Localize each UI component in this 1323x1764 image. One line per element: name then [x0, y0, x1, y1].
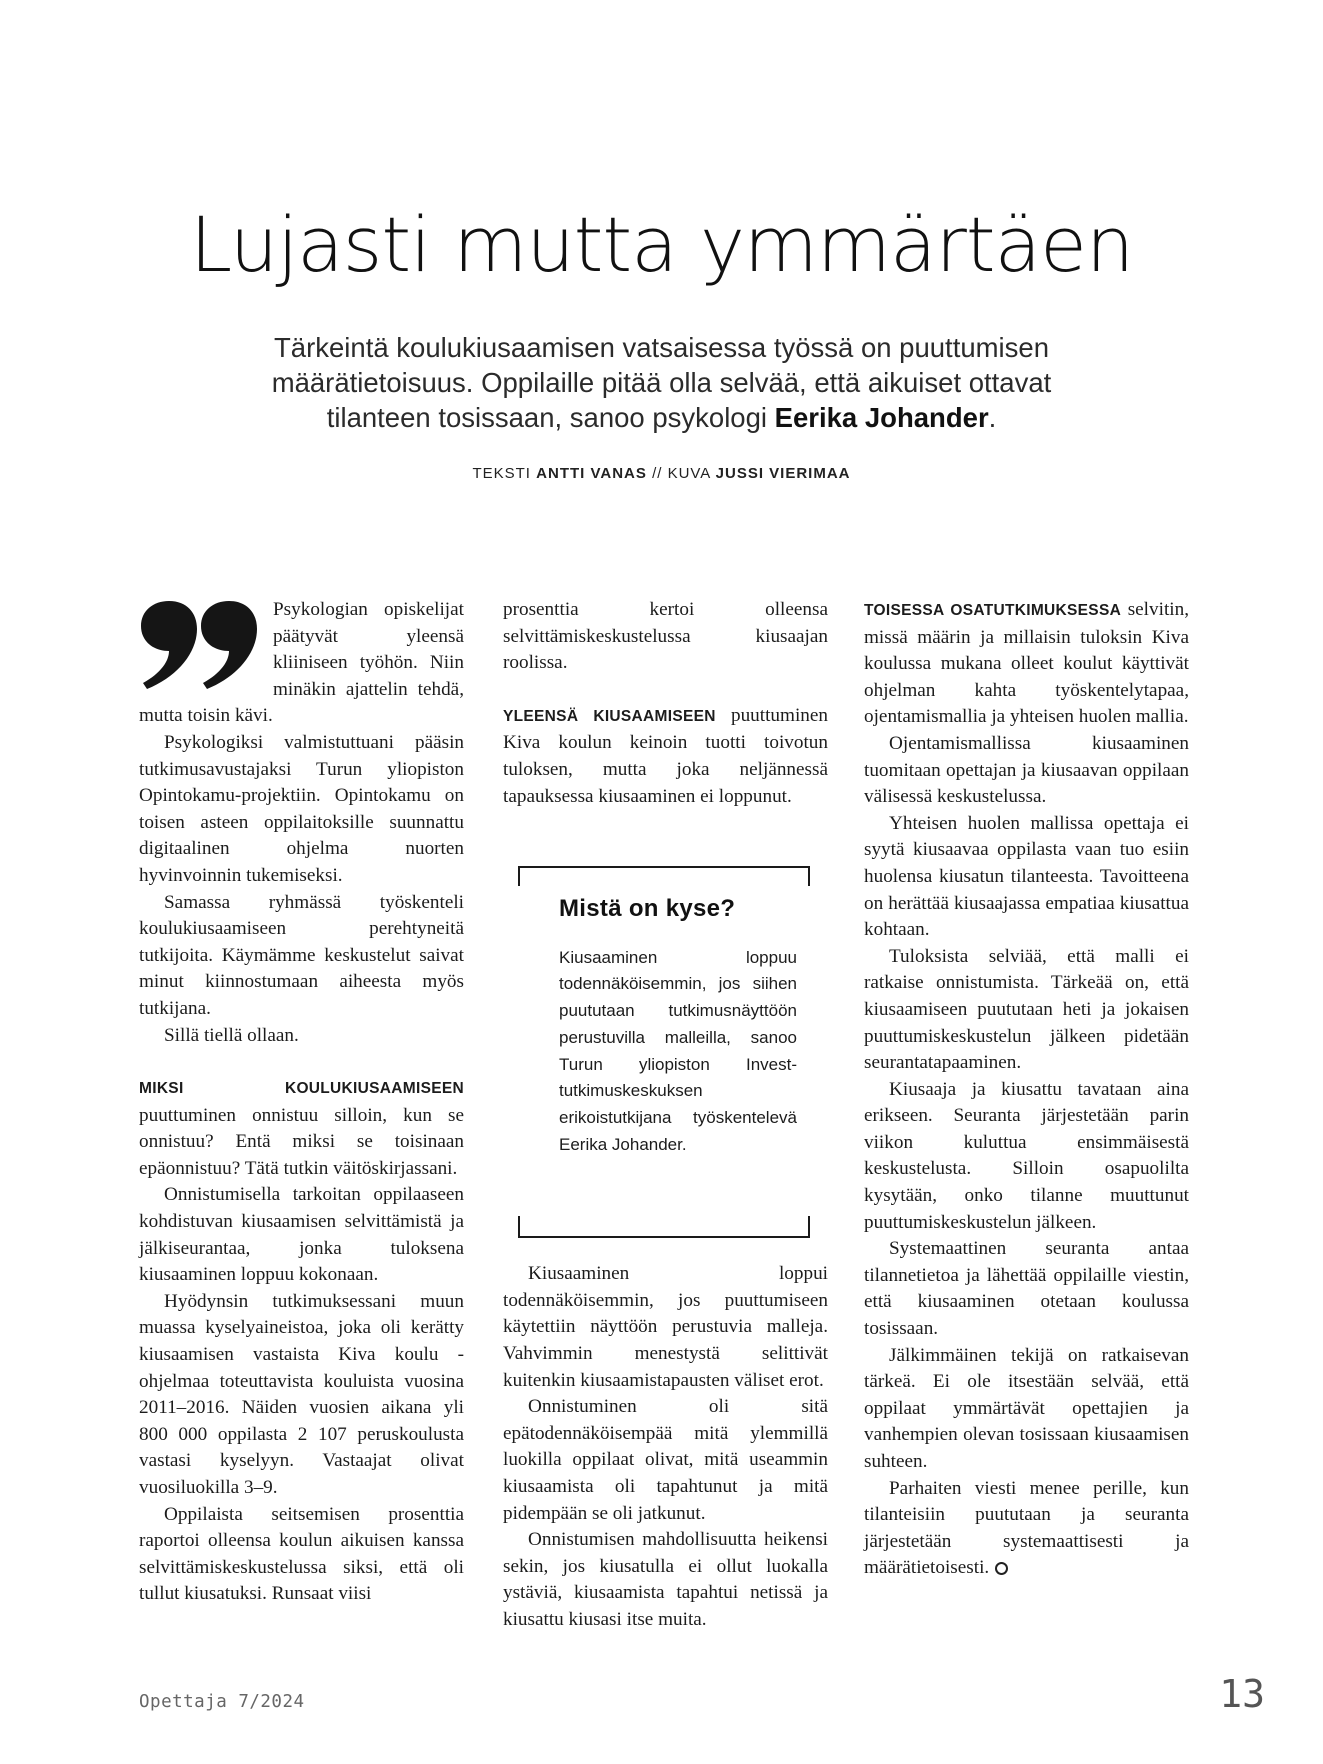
col3-paragraph: Yhteisen huolen mallissa opettaja ei syytä kiusaavaa oppilasta vaan tuo esiin huolensa kiusatun tilanteesta. Tavoitteena on herättää kiusaajassa empatiaa kiusattua kohtaan.: [864, 812, 1189, 941]
article-title: Lujasti mutta ymmärtäen: [189, 200, 1134, 289]
lead-paragraph-text: puuttuminen onnistuu silloin, kun se onnistuu? Entä miksi se toisinaan epäonnistuu? Tätä tutkin väitöskirjassani.: [139, 1104, 464, 1179]
column-3: [864, 597, 1189, 1582]
col1-paragraph: Hyödynsin tutkimuksessani muun muassa kyselyaineistoa, joka oli kerätty kiusaamisen vastaista Kiva koulu -ohjelmaa toteuttavista kouluista vuosina 2011–2016. Näiden vuosien aikana yli 800 000 oppilasta 2 107 peruskoulusta vastasi kyselyyn. Vastaajat olivat vuosiluokilla 3–9.: [139, 1290, 464, 1498]
col1-paragraph: Onnistumisella tarkoitan oppilaaseen kohdistuvan kiusaamisen selvittämistä ja jälkiseurantaa, jonka tuloksena kiusaaminen loppuu kokonaan.: [139, 1184, 464, 1286]
col1-paragraph: Oppilaista seitsemisen prosenttia raportoi olleensa koulun aikuisen kanssa selvittämiskeskustelussa siksi, että oli tullut kiusatuksi. Runsaat viisi: [139, 1503, 464, 1605]
ingress-name: Eerika Johander: [774, 402, 989, 433]
col1-paragraph: Samassa ryhmässä työskenteli koulukiusaamiseen perehtyneitä tutkijoita. Käymämme keskustelut saivat minut kiinnostumaan aiheesta myös tutkijana.: [139, 891, 464, 1019]
publication-footer: Opettaja 7/2024: [139, 1692, 305, 1712]
col1-paragraph: Psykologiksi valmistuttuani pääsin tutkimusavustajaksi Turun yliopiston Opintokamu-projektiin. Opintokamu on toisen asteen oppilaitoksille suunnattu digitaalinen ohjelma nuorten hyvinvoinnin tukemiseksi.: [139, 731, 464, 886]
article-ingress: [230, 330, 1093, 435]
lead-paragraph-text: puuttuminen Kiva koulun keinoin tuotti toivotun tuloksen, mutta joka neljännessä tapauksessa kiusaaminen ei loppunut.: [503, 704, 828, 807]
col2-paragraph: prosenttia kertoi olleensa selvittämiskeskustelussa kiusaajan roolissa.: [503, 599, 828, 674]
fact-box: [503, 836, 828, 1261]
col3-paragraph: Kiusaaja ja kiusattu tavataan aina erikseen. Seuranta järjestetään parin viikon kuluttua ensimmäisestä keskustelusta. Silloin osapuolilta kysytään, onko tilanne muuttunut puuttumiskeskustelun jälkeen.: [864, 1078, 1189, 1233]
byline-photo-label: KUVA: [667, 465, 711, 482]
col3-paragraph: Tuloksista selviää, että malli ei ratkaise onnistumista. Tärkeää on, että kiusaamiseen puututaan heti ja jokaisen puuttumiskeskustelun jälkeen pidetään seurantatapaaminen.: [864, 945, 1189, 1074]
quote-mark-icon: [139, 601, 261, 691]
fact-box-text: Kiusaaminen loppuu todennäköisemmin, jos siihen puututaan tutkimusnäyttöön perustuvilla malleilla, sanoo Turun yliopiston Invest-tutkimuskeskuksen erikoistutkijana työskentelevä Eerika Johander.: [559, 947, 797, 1154]
byline-text-author: ANTTI VANAS: [536, 465, 647, 482]
fact-box-heading: Mistä on kyse?: [559, 895, 736, 923]
end-mark-icon: [995, 1562, 1008, 1575]
col3-paragraph: Systemaattinen seuranta antaa tilannetietoa ja lähettää oppilaille viestin, että kiusaaminen otetaan koulussa tosissaan.: [864, 1238, 1189, 1340]
lead-in: TOISESSA OSATUTKIMUKSESSA: [864, 602, 1122, 619]
col1-paragraph: Sillä tiellä ollaan.: [164, 1024, 299, 1046]
col2-lead-paragraph: [503, 703, 828, 810]
page-number: 13: [1219, 1672, 1265, 1716]
col2-paragraph: Onnistumisen mahdollisuutta heikensi sekin, jos kiusatulla ei ollut luokalla ystäviä, kiusaamista tapahtui netissä ja kiusattu kiusasi itse muita.: [503, 1529, 828, 1630]
byline-text-label: TEKSTI: [472, 465, 531, 482]
lead-paragraph-text: selvitin, missä määrin ja millaisin tuloksin Kiva koulussa mukana olleet koulut käyttivät ohjelman kahta työskentelytapaa, ojentamismallia ja yhteisen huolen mallia.: [864, 599, 1189, 728]
quote-intro: Psykologian opiskelijat päätyvät yleensä kliiniseen työhön. Niin minäkin ajattelin tehdä, mutta toisin kävi.: [139, 599, 464, 727]
byline-separator: //: [652, 465, 663, 482]
ingress-text: Tärkeintä koulukiusaamisen vatsaisessa työssä on puuttumisen määrätietoisuus. Oppilaille pitää olla selvää, että aikuiset ottavat tilanteen tosissaan, sanoo psykologi: [271, 332, 1052, 433]
col3-paragraph: Ojentamismallissa kiusaaminen tuomitaan opettajan ja kiusaavan oppilaan välisessä keskustelussa.: [864, 732, 1189, 808]
lead-in: YLEENSÄ KIUSAAMISEEN: [503, 707, 716, 725]
col3-last-paragraph: [864, 1476, 1189, 1582]
col3-paragraph: Jälkimmäinen tekijä on ratkaisevan tärkeä. Ei ole itsestään selvää, että oppilaat ymmärtävät opettajien ja vanhempien olevan tosissaan kiusaamisen suhteen.: [864, 1344, 1189, 1472]
col2-paragraph: Kiusaaminen loppui todennäköisemmin, jos puuttumiseen käytettiin näyttöön perustuvia malleja. Vahvimmin menestystä selittivät kuitenkin kiusaamistapausten väliset erot.: [503, 1263, 828, 1391]
column-1: [139, 597, 464, 1608]
col1-lead-paragraph: [139, 1075, 464, 1182]
ingress-end: .: [988, 402, 997, 433]
lead-in: MIKSI KOULUKIUSAAMISEEN: [139, 1080, 464, 1098]
last-paragraph-text: Parhaiten viesti menee perille, kun tilanteisiin puututaan ja seuranta järjestetään systemaattisesti ja määrätietoisesti.: [864, 1477, 1189, 1579]
col3-lead-paragraph: [864, 597, 1189, 731]
column-2: [503, 597, 828, 1633]
byline: [0, 465, 1323, 482]
col2-paragraph: Onnistuminen oli sitä epätodennäköisempää mitä ylemmillä luokilla oppilaat olivat, mitä useammin kiusaamista oli tapahtunut ja mitä pidempään se oli jatkunut.: [503, 1396, 828, 1524]
byline-photo-author: JUSSI VIERIMAA: [715, 465, 851, 482]
